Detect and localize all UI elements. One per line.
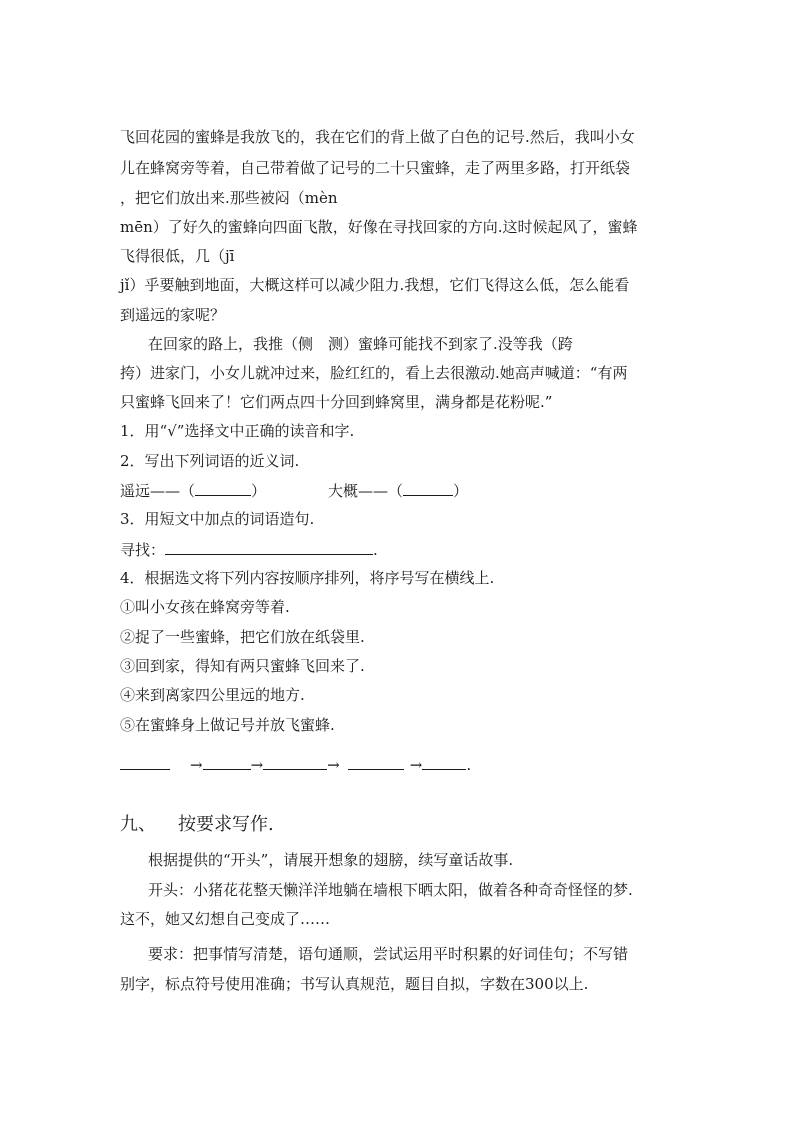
question-4: 4．根据选文将下列内容按顺序排列，将序号写在横线上. [120,569,495,587]
section-number: 九、 [120,814,156,835]
passage-line: 只蜜蜂飞回来了！它们两点四十分回到蜂窝里，满身都是花粉呢.” [120,393,553,411]
passage-line: 飞回花园的蜜蜂是我放飞的，我在它们的背上做了白色的记号.然后，我叫小女 [120,128,635,146]
synonym-close-2: ） [453,482,469,500]
sentence-end: . [373,541,378,559]
sequence-row [120,754,471,775]
sentence-row [120,539,378,560]
sentence-blank[interactable] [165,539,373,555]
arrow: → [250,756,264,774]
passage-line: mēn）了好久的蜜蜂向四面飞散，好像在寻找回家的方向.这时候起风了，蜜蜂 [120,218,638,236]
passage-line: 在回家的路上，我推（侧 测）蜜蜂可能找不到家了.没等我（跨 [148,335,573,353]
arrow: → [409,756,423,774]
passage-line: 飞得很低，几（jī [120,247,235,265]
sequence-blank[interactable] [422,754,466,770]
writing-requirements: 别字，标点符号使用准确；书写认真规范，题目自拟，字数在300以上. [120,975,589,993]
order-option: ⑤在蜜蜂身上做记号并放飞蜜蜂. [120,716,335,734]
sentence-label: 寻找： [120,541,166,559]
answer-blank[interactable] [195,480,251,496]
writing-opening: 开头：小猪花花整天懒洋洋地躺在墙根下晒太阳，做着各种奇奇怪怪的梦. [148,881,633,899]
sequence-end: . [466,756,472,774]
passage-line: jǐ）乎要触到地面，大概这样可以减少阻力.我想，它们飞得这么低，怎么能看 [120,276,630,294]
synonym-row-2 [328,480,468,501]
order-option: ②捉了一些蜜蜂，把它们放在纸袋里. [120,628,365,646]
answer-blank[interactable] [403,480,453,496]
synonym-word-1: 遥远——（ [120,482,196,500]
question-1: 1．用“√”选择文中正确的读音和字. [120,422,355,440]
sequence-blank[interactable] [263,754,327,770]
synonym-close-1: ） [251,482,267,500]
order-option: ①叫小女孩在蜂窝旁等着. [120,598,290,616]
question-2: 2．写出下列词语的近义词. [120,452,300,470]
synonym-row [120,480,266,501]
passage-line: 儿在蜂窝旁等着，自己带着做了记号的二十只蜜蜂，走了两里多路，打开纸袋 [120,159,631,177]
order-option: ④来到离家四公里远的地方. [120,686,305,704]
section-title: 按要求写作. [178,814,274,835]
writing-prompt: 根据提供的“开头”，请展开想象的翅膀，续写童话故事. [148,851,514,869]
sequence-blank[interactable] [120,754,170,770]
passage-line: ，把它们放出来.那些被闷（mèn [120,189,338,207]
sequence-blank[interactable] [348,754,404,770]
passage-line: 挎）进家门，小女儿就冲过来，脸红红的，看上去很激动.她高声喊道：“有两 [120,364,628,382]
synonym-word-2: 大概——（ [328,482,404,500]
arrow: → [190,756,203,774]
writing-opening: 这不，她又幻想自己变成了…… [120,910,331,928]
passage-line: 到遥远的家呢？ [120,306,226,324]
arrow: → [327,756,340,774]
sequence-blank[interactable] [203,754,251,770]
section-heading [120,813,274,837]
order-option: ③回到家，得知有两只蜜蜂飞回来了. [120,657,365,675]
question-3: 3．用短文中加点的词语造句. [120,510,315,528]
writing-requirements: 要求：把事情写清楚，语句通顺，尝试运用平时积累的好词佳句；不写错 [148,945,629,963]
